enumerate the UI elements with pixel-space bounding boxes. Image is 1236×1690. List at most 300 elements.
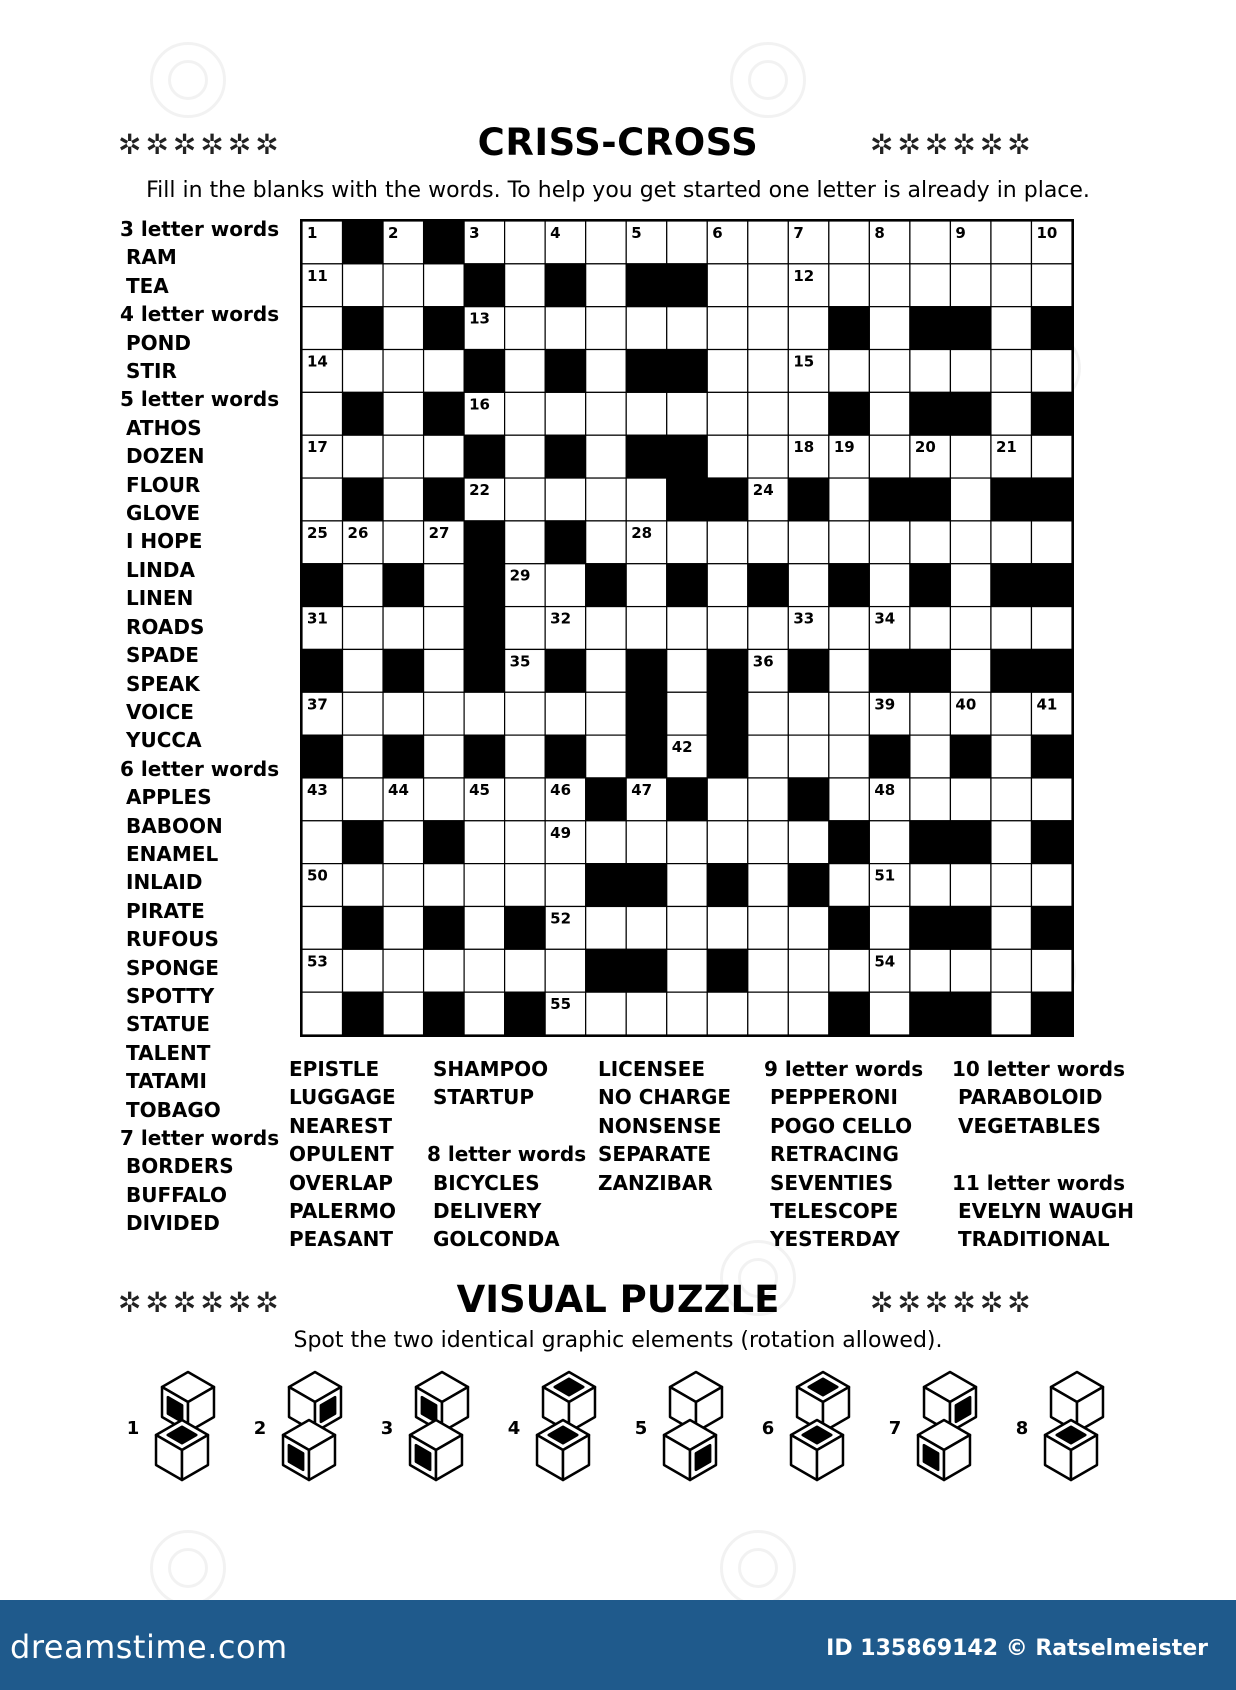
white-cell — [950, 778, 991, 821]
black-cell — [626, 350, 667, 393]
white-cell — [707, 350, 748, 393]
white-cell — [991, 735, 1032, 778]
white-cell — [464, 906, 505, 949]
cube — [410, 1420, 462, 1480]
black-cell — [910, 307, 951, 350]
clue-number: 45 — [469, 780, 490, 799]
clue-number: 35 — [509, 652, 531, 671]
cube — [156, 1420, 208, 1480]
white-cell — [869, 906, 910, 949]
word-item: BORDERS — [126, 1154, 234, 1179]
clue-number: 11 — [307, 266, 328, 285]
white-cell — [869, 564, 910, 607]
word-item: PEASANT — [289, 1227, 394, 1252]
black-cell — [910, 478, 951, 521]
black-cell — [1031, 821, 1072, 864]
clue-number: 26 — [347, 523, 369, 542]
clue-number: 9 — [955, 224, 966, 242]
black-cell — [829, 906, 870, 949]
white-cell — [829, 521, 870, 564]
white-cell — [991, 778, 1032, 821]
white-cell — [1031, 778, 1072, 821]
white-cell — [991, 864, 1032, 907]
clue-number: 44 — [388, 780, 409, 799]
clue-number: 32 — [550, 609, 572, 628]
white-cell — [829, 735, 870, 778]
white-cell — [748, 864, 789, 907]
black-cell — [707, 864, 748, 907]
white-cell — [829, 649, 870, 692]
figure-label: 2 — [253, 1418, 267, 1439]
white-cell — [707, 392, 748, 435]
white-cell — [464, 949, 505, 992]
black-cell — [424, 821, 465, 864]
word-item: GOLCONDA — [433, 1227, 560, 1252]
word-item: ROADS — [126, 614, 205, 639]
black-cell — [545, 350, 586, 393]
black-cell — [950, 735, 991, 778]
word-group-heading: 10 letter words — [952, 1057, 1126, 1081]
word-item: SPADE — [126, 643, 199, 668]
puzzle-figure — [381, 1372, 468, 1480]
white-cell — [950, 478, 991, 521]
puzzle-figure — [1016, 1372, 1103, 1480]
white-cell — [424, 649, 465, 692]
clue-number: 28 — [631, 523, 653, 542]
puzzle-title: CRISS-CROSS — [477, 121, 759, 164]
word-list-column — [764, 1055, 923, 1254]
white-cell — [626, 607, 667, 650]
crossword-grid — [300, 219, 1074, 1037]
white-cell — [788, 949, 829, 992]
watermark-icon — [720, 1530, 796, 1606]
word-item: TELESCOPE — [770, 1199, 899, 1224]
visual-puzzle-instructions: Spot the two identical graphic elements (rotation allowed). — [293, 1328, 943, 1353]
white-cell — [586, 392, 627, 435]
puzzle-figure — [508, 1372, 595, 1480]
white-cell — [869, 264, 910, 307]
white-cell — [505, 692, 546, 735]
black-cell — [343, 307, 384, 350]
white-cell — [505, 392, 546, 435]
clue-number: 18 — [793, 438, 815, 457]
black-cell — [343, 992, 384, 1035]
word-item: LUGGAGE — [289, 1085, 396, 1110]
white-cell — [748, 992, 789, 1035]
visual-puzzle-figures — [0, 1370, 1236, 1490]
word-item: TRADITIONAL — [958, 1227, 1110, 1252]
white-cell — [707, 778, 748, 821]
white-cell — [869, 435, 910, 478]
word-item: SPEAK — [126, 671, 200, 696]
word-item: DIVIDED — [126, 1211, 220, 1236]
word-item: BICYCLES — [433, 1170, 540, 1195]
spacer — [427, 1112, 586, 1140]
black-cell — [667, 264, 708, 307]
figure-label: 5 — [634, 1418, 648, 1439]
white-cell — [626, 821, 667, 864]
word-item: SPOTTY — [126, 983, 215, 1008]
black-cell — [667, 778, 708, 821]
word-item: NO CHARGE — [598, 1085, 732, 1110]
white-cell — [991, 906, 1032, 949]
puzzle-figure — [889, 1372, 976, 1480]
white-cell — [788, 906, 829, 949]
white-cell — [343, 949, 384, 992]
white-cell — [505, 478, 546, 521]
word-group-heading: 5 letter words — [120, 387, 280, 412]
word-item: FLOUR — [126, 472, 201, 497]
white-cell — [748, 521, 789, 564]
clue-number: 38 — [712, 695, 734, 714]
clue-number: 29 — [509, 566, 531, 585]
black-cell — [910, 906, 951, 949]
black-cell — [545, 435, 586, 478]
white-cell — [545, 692, 586, 735]
white-cell — [383, 392, 424, 435]
word-item: DELIVERY — [433, 1199, 542, 1224]
white-cell — [343, 435, 384, 478]
white-cell — [788, 821, 829, 864]
white-cell — [586, 649, 627, 692]
clue-number: 25 — [307, 523, 328, 542]
white-cell — [586, 992, 627, 1035]
white-cell — [829, 478, 870, 521]
word-item: VEGETABLES — [958, 1113, 1101, 1138]
clue-number: 12 — [793, 266, 815, 285]
white-cell — [910, 864, 951, 907]
white-cell — [950, 350, 991, 393]
white-cell — [991, 992, 1032, 1035]
white-cell — [1031, 521, 1072, 564]
decorative-stars-right: ✲✲✲✲✲✲ — [870, 128, 1035, 161]
white-cell — [748, 221, 789, 264]
white-cell — [829, 264, 870, 307]
white-cell — [586, 307, 627, 350]
black-cell — [1031, 564, 1072, 607]
word-group-heading: 8 letter words — [427, 1142, 587, 1167]
clue-number: 10 — [1036, 224, 1058, 242]
clue-number: 30 — [590, 566, 612, 585]
word-list-column — [427, 1055, 586, 1254]
white-cell — [748, 949, 789, 992]
white-cell — [383, 949, 424, 992]
black-cell — [505, 906, 546, 949]
word-item: NONSENSE — [598, 1113, 722, 1138]
puzzle-instructions: Fill in the blanks with the words. To help you get started one letter is already in place. — [146, 178, 1090, 203]
clue-number: 4 — [550, 224, 561, 242]
black-cell — [788, 649, 829, 692]
black-cell — [626, 692, 667, 735]
word-item: YUCCA — [126, 728, 202, 753]
clue-number: 43 — [307, 780, 328, 799]
black-cell — [1031, 392, 1072, 435]
white-cell — [343, 735, 384, 778]
white-cell — [667, 221, 708, 264]
black-cell — [626, 649, 667, 692]
black-cell — [829, 307, 870, 350]
figure-label: 8 — [1015, 1418, 1029, 1439]
clue-number: 42 — [671, 738, 693, 757]
figure-label: 7 — [888, 1418, 902, 1439]
white-cell — [383, 350, 424, 393]
white-cell — [343, 264, 384, 307]
white-cell — [343, 864, 384, 907]
black-cell — [667, 435, 708, 478]
white-cell — [586, 906, 627, 949]
white-cell — [748, 692, 789, 735]
black-cell — [545, 649, 586, 692]
clue-number: 41 — [1036, 695, 1058, 714]
white-cell — [464, 864, 505, 907]
word-item: VOICE — [126, 699, 194, 724]
black-cell — [626, 435, 667, 478]
puzzle-figure — [254, 1372, 341, 1480]
word-item: SEVENTIES — [770, 1170, 894, 1195]
white-cell — [788, 735, 829, 778]
white-cell — [424, 778, 465, 821]
word-item: POGO CELLO — [770, 1113, 913, 1138]
white-cell — [383, 264, 424, 307]
word-item: PEPPERONI — [770, 1085, 898, 1110]
word-group-heading: 3 letter words — [120, 217, 280, 241]
white-cell — [950, 264, 991, 307]
black-cell — [707, 735, 748, 778]
white-cell — [991, 221, 1032, 264]
clue-number: 19 — [833, 438, 855, 457]
black-cell — [910, 821, 951, 864]
white-cell — [343, 649, 384, 692]
word-item: LINEN — [126, 586, 194, 611]
black-cell — [626, 735, 667, 778]
clue-number: 33 — [793, 609, 815, 628]
white-cell — [545, 307, 586, 350]
clue-number: 7 — [793, 224, 804, 242]
white-cell — [788, 692, 829, 735]
word-list-column — [592, 1055, 731, 1197]
white-cell — [505, 735, 546, 778]
white-cell — [586, 435, 627, 478]
white-cell — [545, 564, 586, 607]
clue-number: 6 — [712, 224, 723, 242]
black-cell — [302, 735, 343, 778]
white-cell — [707, 906, 748, 949]
clue-number: 15 — [793, 352, 815, 371]
white-cell — [910, 607, 951, 650]
white-cell — [1031, 350, 1072, 393]
decorative-stars-left: ✲✲✲✲✲✲ — [118, 1286, 283, 1319]
black-cell — [1031, 992, 1072, 1035]
word-group-heading: 7 letter words — [120, 1126, 280, 1150]
black-cell — [950, 307, 991, 350]
puzzle-figure — [762, 1372, 849, 1480]
white-cell — [991, 821, 1032, 864]
white-cell — [991, 350, 1032, 393]
white-cell — [383, 692, 424, 735]
clue-number: 40 — [955, 695, 977, 714]
puzzle-figure — [635, 1372, 722, 1480]
white-cell — [586, 692, 627, 735]
white-cell — [343, 607, 384, 650]
white-cell — [950, 564, 991, 607]
black-cell — [302, 649, 343, 692]
word-item: SEPARATE — [598, 1142, 711, 1167]
black-cell — [383, 564, 424, 607]
black-cell — [869, 649, 910, 692]
white-cell — [748, 821, 789, 864]
white-cell — [910, 264, 951, 307]
white-cell — [383, 435, 424, 478]
black-cell — [464, 649, 505, 692]
black-cell — [464, 607, 505, 650]
white-cell — [626, 307, 667, 350]
white-cell — [545, 392, 586, 435]
white-cell — [991, 607, 1032, 650]
word-list-column — [120, 215, 279, 1238]
word-item: SPONGE — [126, 955, 219, 980]
white-cell — [424, 264, 465, 307]
black-cell — [991, 478, 1032, 521]
black-cell — [667, 564, 708, 607]
white-cell — [586, 264, 627, 307]
white-cell — [748, 906, 789, 949]
clue-number: 31 — [307, 609, 328, 628]
cube — [791, 1420, 843, 1480]
white-cell — [505, 221, 546, 264]
white-cell — [626, 564, 667, 607]
puzzle-figure — [127, 1372, 214, 1480]
word-item: PARABOLOID — [958, 1085, 1103, 1110]
clue-number: 39 — [874, 695, 896, 714]
black-cell — [343, 478, 384, 521]
black-cell — [464, 435, 505, 478]
white-cell — [910, 692, 951, 735]
white-cell — [869, 521, 910, 564]
word-item: TALENT — [126, 1040, 211, 1065]
clue-number: 34 — [874, 609, 896, 628]
black-cell — [1031, 478, 1072, 521]
black-cell — [788, 864, 829, 907]
black-cell — [910, 992, 951, 1035]
white-cell — [910, 521, 951, 564]
white-cell — [343, 350, 384, 393]
white-cell — [586, 735, 627, 778]
white-cell — [424, 435, 465, 478]
clue-number: 49 — [550, 823, 572, 842]
white-cell — [950, 435, 991, 478]
white-cell — [505, 307, 546, 350]
black-cell — [302, 564, 343, 607]
black-cell — [586, 949, 627, 992]
clue-number: 24 — [752, 481, 774, 500]
white-cell — [1031, 949, 1072, 992]
black-cell — [424, 992, 465, 1035]
white-cell — [788, 392, 829, 435]
black-cell — [1031, 307, 1072, 350]
white-cell — [586, 521, 627, 564]
black-cell — [464, 350, 505, 393]
white-cell — [424, 692, 465, 735]
decorative-stars-left: ✲✲✲✲✲✲ — [118, 128, 283, 161]
white-cell — [424, 564, 465, 607]
white-cell — [829, 778, 870, 821]
white-cell — [707, 821, 748, 864]
white-cell — [667, 992, 708, 1035]
black-cell — [343, 392, 384, 435]
white-cell — [991, 264, 1032, 307]
white-cell — [991, 392, 1032, 435]
white-cell — [707, 435, 748, 478]
white-cell — [748, 350, 789, 393]
white-cell — [788, 992, 829, 1035]
black-cell — [464, 564, 505, 607]
black-cell — [343, 821, 384, 864]
white-cell — [464, 692, 505, 735]
word-item: INLAID — [126, 870, 203, 895]
black-cell — [626, 949, 667, 992]
decorative-stars-right: ✲✲✲✲✲✲ — [870, 1286, 1035, 1319]
cube — [537, 1420, 589, 1480]
white-cell — [383, 307, 424, 350]
clue-number: 13 — [469, 309, 490, 328]
black-cell — [950, 906, 991, 949]
word-group-heading: 11 letter words — [952, 1170, 1126, 1195]
white-cell — [950, 649, 991, 692]
word-item: STARTUP — [433, 1085, 535, 1110]
white-cell — [829, 692, 870, 735]
black-cell — [586, 778, 627, 821]
figure-label: 3 — [380, 1418, 394, 1439]
white-cell — [991, 521, 1032, 564]
black-cell — [829, 564, 870, 607]
white-cell — [586, 821, 627, 864]
black-cell — [545, 735, 586, 778]
black-cell — [383, 649, 424, 692]
clue-number: 20 — [914, 438, 936, 457]
word-item: POND — [126, 330, 191, 355]
word-item: NEAREST — [289, 1113, 392, 1138]
black-cell — [910, 649, 951, 692]
word-item: RUFOUS — [126, 927, 219, 952]
white-cell — [505, 350, 546, 393]
white-cell — [667, 949, 708, 992]
white-cell — [302, 821, 343, 864]
white-cell — [626, 392, 667, 435]
white-cell — [748, 735, 789, 778]
word-item: TEA — [126, 273, 169, 298]
watermark-icon — [150, 42, 226, 118]
word-item: ZANZIBAR — [598, 1170, 713, 1195]
white-cell — [829, 221, 870, 264]
white-cell — [302, 906, 343, 949]
black-cell — [991, 564, 1032, 607]
white-cell — [383, 992, 424, 1035]
word-item: GLOVE — [126, 501, 201, 526]
white-cell — [505, 264, 546, 307]
clue-number: 51 — [874, 866, 896, 885]
black-cell — [667, 350, 708, 393]
spacer — [952, 1140, 1134, 1168]
white-cell — [869, 992, 910, 1035]
white-cell — [424, 607, 465, 650]
black-cell — [910, 564, 951, 607]
word-group-heading: 4 letter words — [120, 302, 280, 327]
image-id: ID 135869142 © Ratselmeister — [826, 1636, 1208, 1661]
white-cell — [950, 949, 991, 992]
cube — [1045, 1420, 1097, 1480]
word-item: LICENSEE — [598, 1057, 705, 1081]
word-item: STATUE — [126, 1012, 210, 1037]
